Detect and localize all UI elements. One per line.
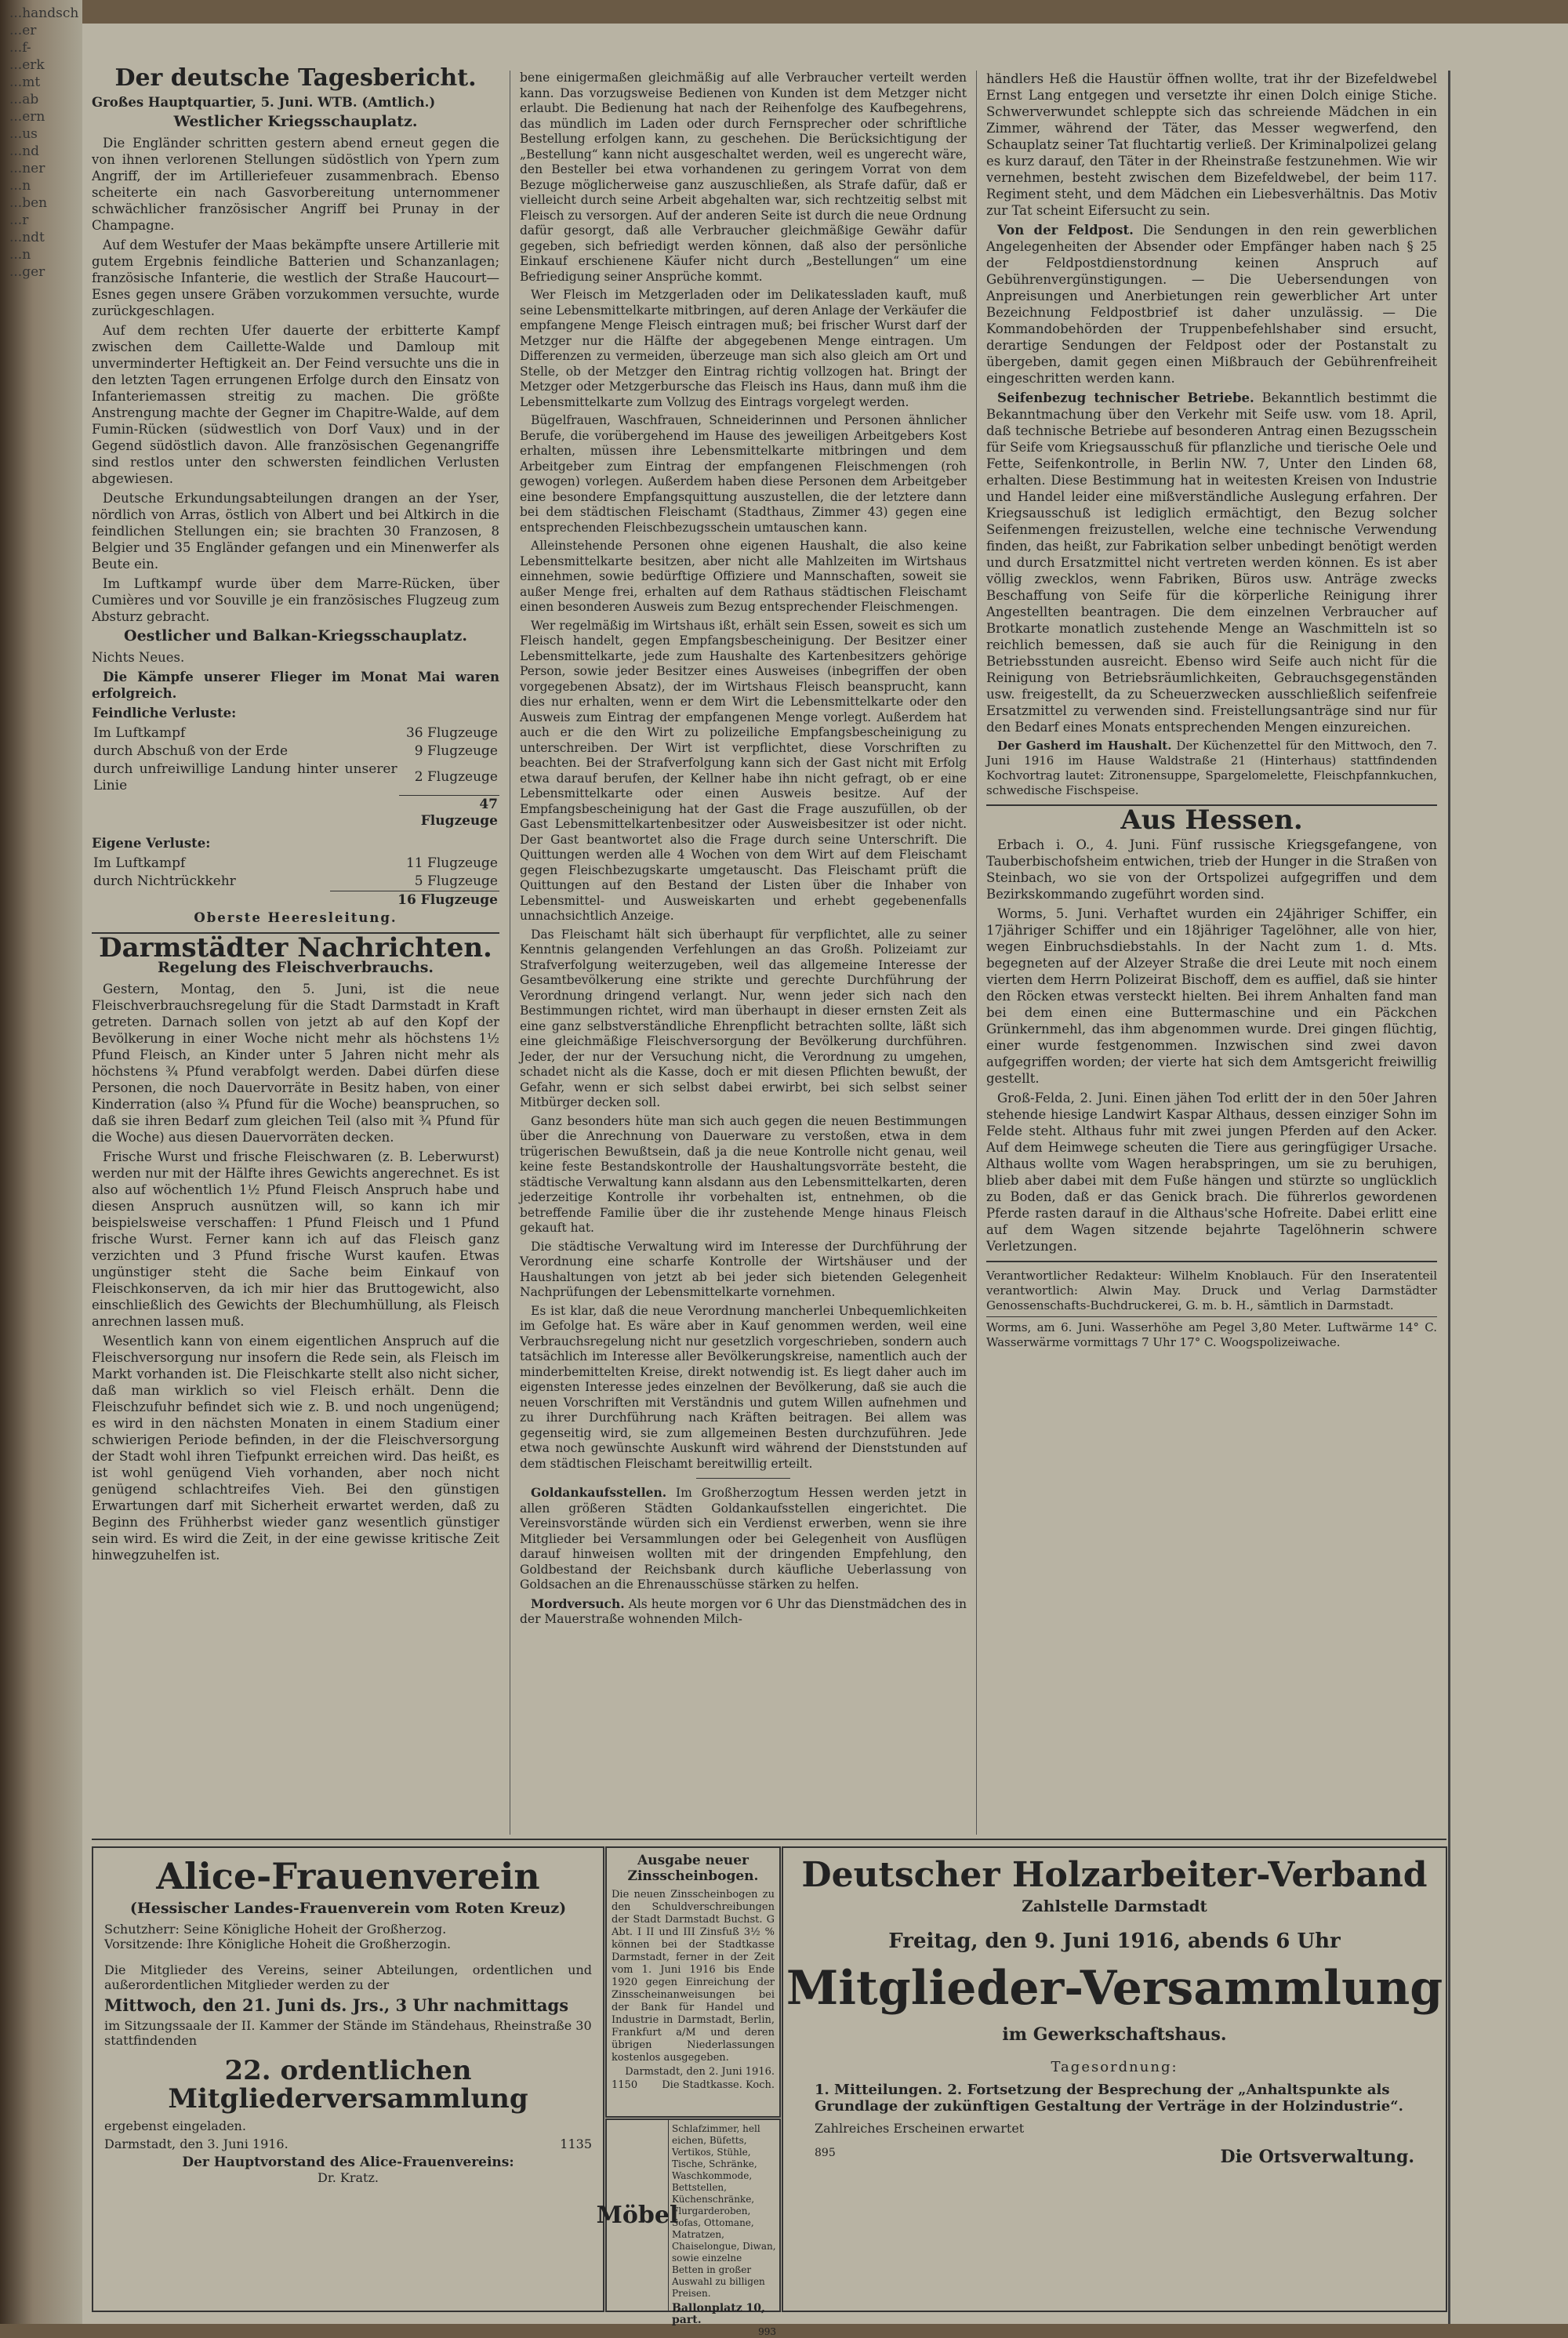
paragraph: Wesentlich kann von einem eigentlichen Anspruch auf die Fleischversorgung nur insofern die Rede sein, als Fleisch im Markt vorhanden ist. Die Fleischkarte stellt also nicht sicher, daß man wirklich so viel Fleisch erhält. Denn die Fleischzufuhr befindet sich wie z. B. und noch ungenügend; es wird in den nächsten Monaten in einem Stadium einer schwierigen Periode befinden, in der die Fleischversorgung der Stadt wohl ihren Tiefpunkt erreichen wird. Das heißt, es ist wohl genügend Vieh vorhanden, aber noch nicht genügend schlachtreifes Vieh. Bei den günstigen Erwartungen darf mit Sicherheit erwartet werden, daß zu Beginn des Frühherbst wieder ganz wesentlich günstiger sein wird. Es wird die Zeit, in der eine gewisse kritische Zeit hinwegzuhelfen ist. <box>92 1333 499 1563</box>
ad-date: Darmstadt, den 2. Juni 1916. <box>625 2066 775 2078</box>
feldpost-text: Die Sendungen in den rein gewerblichen Angelegenheiten der Absender oder Empfänger haben nach § 25 der Feldpostdienstordnung keinen Anspruch auf Gebührenvergünstigungen. — Die Uebersendungen von Anpreisungen und Anerbietungen rein gewerblicher Art unter Bezeichnung Feldpostbrief ist daher unzulässig. — Die Kommandobehörden der Truppenbefehlshaber sind ersucht, derartige Sendungen der Feldpost oder der Postanstalt zu übergeben, damit gegen einen Mißbrauch der Gebührenfreiheit eingeschritten werden kann. <box>986 223 1437 386</box>
page-edge-rule <box>1448 71 1450 2324</box>
ad-note: Zahlreiches Erscheinen erwartet <box>815 2121 1025 2137</box>
ad-sign: Die Ortsverwaltung. <box>1220 2147 1414 2168</box>
paragraph: Das Fleischamt hält sich überhaupt für verpflichtet, alle zu seiner Kenntnis gelangenden Verfehlungen an das Großh. Polizeiamt zur Strafverfolgung weiterzugeben, weil das allgemeine Interesse der Gesamtbevölkerung eine strikte und gerechte Durchführung der Verordnung dringend verlangt. Nur, wenn jeder sich nach den Bestimmungen richtet, wird man überhaupt in dieser ernsten Zeit als eine ganz selbstverständliche Ehrenpflicht betrachten sollte, läßt sich eine gleichmäßige Fleischversorgung der Bevölkerung durchführen. Jeder, der nur der Versuchung nicht, die Verordnung zu umgehen, schadet nicht als die Kasse, doch er mit diesen Pflichten bewußt, der Gefahr, wenn er sich selbst dabei erwirbt, bei sich selbst seiner Mitbürger decken soll. <box>520 927 967 1109</box>
ads-divider <box>92 1839 1446 1840</box>
headline-aus-hessen: Aus Hessen. <box>1120 804 1303 836</box>
ad-word: Möbel <box>607 2120 669 2311</box>
signature-ohl: Oberste Heeresleitung. <box>194 909 397 925</box>
ad-sign-line <box>783 2136 1446 2178</box>
mord-text: Als heute morgen vor 6 Uhr das Dienstmädchen des in der Mauerstraße wohnenden Milch- <box>520 1596 967 1626</box>
flieger-intro: Die Kämpfe unserer Flieger im Monat Mai waren erfolgreich. <box>92 670 499 701</box>
table-row: Im Luftkampf 36 Flugzeuge <box>93 725 498 741</box>
ad-patron: Schutzherr: Seine Königliche Hoheit der Großherzog. <box>104 1922 447 1937</box>
ad-holzarbeiter-verband <box>782 1846 1447 2312</box>
headline-tagesbericht: Der deutsche Tagesbericht. <box>114 64 477 92</box>
own-losses-label: Eigene Verluste: <box>92 835 211 851</box>
mord-title: Mordversuch. <box>531 1596 625 1611</box>
left-strip-text: ...handsch ...er ...f- ...erk ...mt ...ab ...ern ...us ...nd ...ner ...n ...ben ...r ...ndt ...n ...ger <box>9 5 79 280</box>
ad-sign-line <box>607 2079 779 2091</box>
ad-body: Die neuen Zinsscheinbogen zu den Schuldverschreibungen der Stadt Darmstadt Buchst. G Abt. I II und III Zinsfuß 3½ % können bei der Stadtkasse Darmstadt, ferner in der Zeit vom 1. Juni 1916 bis Ende 1920 gegen Einreichung der Zinsscheinanweisungen bei der Bank für Handel und Industrie in Darmstadt, Berlin, Frankfurt a/M und deren übrigen Niederlassungen kostenlos ausgegeben. <box>612 1889 775 2064</box>
paragraph: Es ist klar, daß die neue Verordnung mancherlei Unbequemlichkeiten im Gefolge hat. Es wäre aber in Kauf genommen werden, weil eine Verbrauchsregelung nicht nur gesetzlich vorgeschrieben, sondern auch tatsächlich im Interesse aller Bevölkerungskreise, namentlich auch der minderbemittelten Kreise, direkt notwendig ist. Es liegt daher auch im eigensten Interesse jedes einzelnen der Bevölkerung, daß sie auch die neuen Vorschriften mit Verständnis und gutem Willen aufnehmen und zu ihrer Durchführung nach Kräften beitragen. Bei allem was gegenseitig wird, sie zum allgemeinen Besten durchzuführen. Jede etwa noch gewünschte Auskunft wird während der Dienststunden auf dem städtischen Fleischamt bereitwillig erteilt. <box>520 1303 967 1471</box>
seife-title: Seifenbezug technischer Betriebe. <box>997 390 1254 405</box>
ad-address: Ballonplatz 10, part. <box>672 2302 765 2326</box>
ad-body: Die Mitglieder des Vereins, seiner Abteilungen, ordentlichen und außerordentlichen Mitglieder werden zu der <box>104 1962 592 1993</box>
feldpost-title: Von der Feldpost. <box>997 223 1134 238</box>
ad-invite: ergebenst eingeladen. <box>104 2118 246 2133</box>
section-east: Oestlicher und Balkan-Kriegsschauplatz. <box>124 627 467 644</box>
ad-moebel <box>596 2118 781 2337</box>
gold-title: Goldankaufsstellen. <box>531 1485 667 1500</box>
ad-sign: Die Stadtkasse. Koch. <box>662 2079 775 2091</box>
ad-city: Darmstadt, den 3. Juni 1916. <box>104 2136 289 2151</box>
impressum: Verantwortlicher Redakteur: Wilhelm Knoblauch. Für den Inseratenteil verantwortlich: Alwin May. Druck und Verlag Darmstädter Genossenschafts-Buchdruckerei, G. m. b. H., sämtlich in Darmstadt. <box>986 1269 1437 1312</box>
ad-place: im Sitzungssaale der II. Kammer der Stände im Ständehaus, Rheinstraße 30 stattfindenden <box>104 2018 592 2049</box>
ad-number: 1135 <box>560 2136 592 2151</box>
paragraph: Im Luftkampf wurde über dem Marre-Rücken, über Cumières und vor Souville je ein französisches Flugzeug zum Absturz gebracht. <box>92 576 499 624</box>
table-row: durch Abschuß von der Erde 9 Flugzeuge <box>93 743 498 759</box>
paragraph: Frische Wurst und frische Fleischwaren (z. B. Leberwurst) werden nur mit der Hälfte ihres Gewichts angerechnet. Es ist also auf wöchentlich 1½ Pfund Fleisch Anspruch habe und diesen Anspruch ausnützen will, so kann ich mir beispielsweise verschaffen: 1 Pfund Fleisch und 1 Pfund frische Wurst. Ferner kann ich auf das Fleisch ganz verzichten und 3 Pfund frische Wurst kaufen. Etwas ungünstiger steht die Sache beim Einkauf von Fleischkonserven, da ich mir hier das Bruttogewicht, also einschließlich des Gewichts der Blechumhüllung, als Fleisch anrechnen lassen muß. <box>92 1149 499 1329</box>
paragraph: Worms, 5. Juni. Verhaftet wurden ein 24jähriger Schiffer, ein 17jähriger Schiffer und ein 18jähriger Tagelöhner, alle von hier, wegen Einbruchsdiebstahls. In der Nacht zum 1. d. Mts. begegneten auf der Alzeyer Straße die drei Leute mit noch einem vierten dem Herrn Polizeirat Bischoff, dem es auffiel, daß sie hinter den Röcken etwas versteckt hielten. Bei ihrem Anhalten fand man bei dem einen eine Buttermaschine und ein Päckchen Grünkernmehl, das ihm abgenommen wurde. Drei gingen flüchtig, einer wurde festgenommen. Inzwischen sind zwei davon aufgegriffen worden; der vierte hat sich dem Amtsgericht freiwillig gestellt. <box>986 906 1437 1086</box>
ad-number: 895 <box>815 2147 836 2160</box>
ad-date: Mittwoch, den 21. Juni ds. Jrs., 3 Uhr nachmittags <box>104 1995 569 2016</box>
paragraph: Ganz besonders hüte man sich auch gegen die neuen Bestimmungen über die Anrechnung von Dauerware zu verstoßen, etwa in dem trügerischen Bewußtsein, daß ja die neue Kontrolle nicht genau, weil keine feste Bestandskontrolle der Haushaltungsvorräte besteht, die städtische Verwaltung kann alsdann aus den Lebensmittelkarten, deren jederzeitige Kontrolle ihr vorbehalten ist, entnehmen, ob die betreffende Familie über die ihr zustehende Menge hinaus Fleisch gekauft hat. <box>520 1113 967 1235</box>
table-row: durch unfreiwillige Landung hinter unserer Linie 2 Flugzeuge <box>93 761 498 793</box>
ad-date: Freitag, den 9. Juni 1916, abends 6 Uhr <box>888 1930 1341 1954</box>
divider <box>696 1478 790 1479</box>
paragraph: Deutsche Erkundungsabteilungen drangen an der Yser, nördlich von Arras, östlich von Albert und bei Altkirch in die feindlichen Stellungen ein; sie brachten 30 Franzosen, 8 Belgier und 35 Engländer gefangen und ein Minenwerfer als Beute ein. <box>92 491 499 572</box>
paragraph: händlers Heß die Haustür öffnen wollte, trat ihr der Bizefeldwebel Ernst Lang entgegen und versetzte ihr einen Dolch einige Stiche. Schwerverwundet schleppte sich das schreiende Mädchen in ein Zimmer, während der Täter, das Messer wegwerfend, den Schauplatz seiner Tat fluchtartig verließ. Der Kriminalpolizei gelang es kurz darauf, den Täter in der Rheinstraße festzunehmen. Wie wir vernehmen, besteht zwischen dem Bizefeldwebel, der beim 117. Regiment steht, und dem Mädchen ein Liebesverhältnis. Das Motiv zur Tat scheint Eifersucht zu sein. <box>986 71 1437 218</box>
ad-note-line <box>783 2121 1446 2136</box>
paragraph-feldpost <box>986 222 1437 387</box>
column-1 <box>92 64 499 1835</box>
koch-text: Der Küchenzettel für den Mittwoch, den 7. Juni 1916 im Hause Waldstraße 21 (Hinterhaus) stattfindenden Kochvortrag lautet: Zitronensuppe, Spargelomelette, Fleischpfannkuchen, schwedische Fischspeise. <box>986 739 1437 797</box>
paragraph: Erbach i. O., 4. Juni. Fünf russische Kriegsgefangene, von Tauberbischofsheim entwichen, trieb der Hunger in die Straßen von Steinbach, wo sie von der Ortspolizei aufgegriffen und dem Bezirkskommando zugeführt worden sind. <box>986 837 1437 902</box>
paragraph: Groß-Felda, 2. Juni. Einen jähen Tod erlitt der in den 50er Jahren stehende hiesige Landwirt Kaspar Althaus, dessen einziger Sohn im Felde steht. Althaus fuhr mit zwei jungen Pferden auf den Acker. Auf dem Heimwege scheuten die Tiere aus geringfügiger Ursache. Althaus wollte vom Wagen herabspringen, um sie zu beruhigen, blieb aber dabei mit dem Fuße hängen und stürzte so unglücklich zu Boden, daß er das Genick brach. Die führerlos gewordenen Pferde rasten darauf in die Althaus'sche Hofreite. Dabei erlitt eine auf dem Wagen sitzende bejahrte Tagelöhnerin schwere Verletzungen. <box>986 1091 1437 1254</box>
paragraph: Die Engländer schritten gestern abend erneut gegen die von ihnen verlorenen Stellungen südöstlich von Ypern zum Angriff, der im Artilleriefeuer zusammenbrach. Ebenso scheiterte ein nach Gasvorbereitung unternommener schwächlicher französischer Angriff bei Prunay in der Champagne. <box>92 136 499 233</box>
newspaper-page <box>82 24 1568 2337</box>
seife-text: Bekanntlich bestimmt die Bekanntmachung über den Verkehr mit Seife usw. vom 18. April, daß technische Betriebe auf besonderen Antrag einen Bezugsschein für Seife vom Kriegsausschuß für pflanzliche und tierische Oele und Fette, Seifenkontrolle, in Berlin NW. 7, Unter den Linden 68, erhalten. Diese Bestimmung hat in weitesten Kreisen von Industrie und Handel leider eine mißverständliche Auslegung erfahren. Der Kriegsausschuß ist lediglich ermächtigt, den Bezug solcher Seifenmengen freizustellen, welche eine technische Verwendung finden, das heißt, zur Fabrikation selber unbedingt benötigt werden und durch Ersatzmittel nicht vertreten werden können. Es ist aber völlig zwecklos, wenn Fabriken, Büros usw. Anträge zwecks Beschaffung von Seife für die körperliche Reinigung ihrer Angestellten beantragen. Die dem einzelnen Verbraucher auf Brotkarte monatlich zustehende Menge an Waschmitteln ist so reichlich bemessen, daß sie auch für die Reinigung in den Betriebsstunden ausreicht. Ebenso wird Seife auch nicht für die Reinigung von Betriebsräumlichkeiten, Gebrauchsgegenständen usw. freigestellt, da zu Scheuerzwecken ausschließlich seifenfreie Ersatzmittel zu verwenden sind. Freistellungsanträge sind nur für den Bedarf eines Monats entsprechenden Mengen einzureichen. <box>986 390 1437 735</box>
paragraph: Wer Fleisch im Metzgerladen oder im Delikatessladen kauft, muß seine Lebensmittelkarte mitbringen, auf deren Anlage der Verkäufer die empfangene Menge Fleisch eintragen muß; bei frischer Wurst darf der Metzger nur die Hälfte der abgegebenen Menge eintragen. Um Differenzen zu vermeiden, überzeuge man sich also gleich am Ort und Stelle, ob der Metzger den Eintrag richtig vollzogen hat. Bringt der Metzger oder Metzgerbursche das Fleisch ins Haus, dann muß ihm die Lebensmittelkarte zum Vollzug des Eintrags vorgelegt werden. <box>520 288 967 409</box>
paragraph: bene einigermaßen gleichmäßig auf alle Verbraucher verteilt werden kann. Das vorzugsweise Bedienen von Kunden ist dem Metzger nicht erlaubt. Die Bedienung hat nach der Reihenfolge des Kaufbegehrens, das mündlich im Laden oder durch Fernsprecher oder schriftliche Bestellung erfolgen kann, zu geschehen. Die Berücksichtigung der „Bestellung“ kann nicht ausgeschaltet werden, weil es ungerecht wäre, den Besteller bei etwa vorhandenen zu geringem Vorrat von dem Bezuge möglicherweise ganz auszuschließen, als Strafe dafür, daß er vielleicht durch seine Arbeit abgehalten war, sich rechtzeitig selbst mit Fleisch zu versorgen. Auf der anderen Seite ist durch die neue Ordnung dafür gesorgt, daß alle Verbraucher gleichmäßige Gewähr dafür gegeben, sich befriedigt werden können, daß also der persönliche Einkauf erschienene Käufer nicht durch „Bestellungen“ um eine Befriedigung seiner Ansprüche kommt. <box>520 71 967 284</box>
ad-subtitle: (Hessischer Landes-Frauenverein vom Roten Kreuz) <box>129 1900 567 1918</box>
ad-body: Schlafzimmer, hell eichen, Büfetts, Vertikos, Stühle, Tische, Schränke, Waschkommode, Bettstellen, Küchenschränke, Flurgarderoben, Sofas, Ottomane, Matratzen, Chaiselongue, Diwan, sowie einzelne Betten in großer Auswahl zu billigen Preisen. <box>672 2123 776 2299</box>
divider <box>986 1316 1437 1317</box>
ad-title: Ausgabe neuer Zinsscheinbogen. <box>627 1853 759 1884</box>
section-west: Westlicher Kriegsschauplatz. <box>173 113 418 130</box>
ad-big-line: 22. ordentlichen Mitgliederversammlung <box>168 2055 528 2115</box>
enemy-losses-table <box>92 724 499 830</box>
ad-agenda-item: 1. Mitteilungen. 2. Fortsetzung der Besprechung der „Anhaltspunkte als Grundlage der zukünftigen Gestaltung der Verträge in der Holzindustrie“. <box>815 2082 1403 2115</box>
ad-sign: Der Hauptvorstand des Alice-Frauenvereins: <box>182 2154 514 2170</box>
ad-title: Deutscher Holzarbeiter-Verband <box>801 1855 1428 1895</box>
ad-zinsscheinbogen <box>605 1846 781 2118</box>
koch-title: Der Gasherd im Haushalt. <box>997 739 1172 753</box>
paragraph-seife <box>986 390 1437 735</box>
enemy-losses-label: Feindliche Verluste: <box>92 706 237 721</box>
column-3 <box>986 71 1437 1835</box>
dateline: Großes Hauptquartier, 5. Juni. WTB. (Amtlich.) <box>92 95 436 110</box>
table-row: 16 Flugzeuge <box>397 891 498 908</box>
paragraph: Auf dem rechten Ufer dauerte der erbitterte Kampf zwischen dem Caillette-Walde und Damloup mit unverminderter Heftigkeit an. Der Feind versuchte uns die in den letzten Tagen errungenen Erfolge durch den Einsatz von Infanteriemassen streitig zu machen. Die größte Anstrengung machte der Gegner im Chapitre-Walde, auf dem Fumin-Rücken (südwestlich von Dorf Vaux) und in der Gegend südöstlich davon. Alle französischen Gegenangriffe sind restlos unter den schwersten feindlichen Verlusten abgewiesen. <box>92 323 499 486</box>
headline-darmstaedter-nachrichten: Darmstädter Nachrichten. <box>99 931 492 964</box>
subheadline-fleisch: Regelung des Fleischverbrauchs. <box>157 958 434 976</box>
binding-edge <box>0 0 82 2324</box>
ad-number: 1150 <box>612 2079 638 2091</box>
table-row: Im Luftkampf 11 Flugzeuge <box>93 855 498 871</box>
paragraph: Auf dem Westufer der Maas bekämpfte unsere Artillerie mit gutem Ergebnis feindliche Batterien und Schanzanlagen; französische Infanterie, die westlich der Straße Haucourt—Esnes gegen unsere Gräben vorzukommen versuchte, wurde zurückgeschlagen. <box>92 238 499 318</box>
table-row: 47 Flugzeuge <box>420 796 498 829</box>
ad-subtitle: Zahlstelle Darmstadt <box>1022 1897 1207 1916</box>
divider <box>986 1261 1437 1262</box>
paragraph: Wer regelmäßig im Wirtshaus ißt, erhält sein Essen, soweit es sich um Fleisch handelt, gegen Empfangsbescheinigung. Der Besitzer einer Lebensmittelkarte, jede zum Haushalte des Kartenbesitzers gehörige Person, sowie jeder Besitzer eines Ausweises (inbegriffen der oben vorgegebenen Absatz), der im Wirtshaus Fleisch beansprucht, kann dies nur erhalten, wenn er dem Wirt die Lebensmittelkarte oder den Ausweis zum Eintrag der empfangenen Menge vorlegt. Außerdem hat auch er die den Wirt zu polizeiliche Empfangsbescheinigung zu unterschreiben. Der Wirt ist verpflichtet, diese Vorschriften zu beachten. Bei der Strafverfolgung kann sich der Gast nicht mit Erfolg etwa darauf berufen, der Kellner habe ihn nicht gefragt, ob er eine Lebensmittelkarte oder einen Ausweis besitze. Auf der Empfangsbescheinigung hat der Gast die Frage auszufüllen, ob der Gast Lebensmittelkartenbesitzer oder Ausweisbesitzer ist oder nicht. Der Gast beantwortet also die Frage durch seine Unterschrift. Die Quittungen werden alle 4 Wochen von dem Wirt auf dem Fleischamt gegen Fleischbezugskarte umgetauscht. Das Fleischamt prüft die Quittungen auf den Bestand der Listen über die Inhaber von Lebensmittel- und Ausweiskarten und erhebt gegebenenfalls unnachsichtlich Anzeige. <box>520 618 967 923</box>
paragraph-mord <box>520 1596 967 1628</box>
ad-sign-name: Dr. Kratz. <box>318 2169 379 2185</box>
paragraph: Alleinstehende Personen ohne eigenen Haushalt, die also keine Lebensmittelkarte besitzen, aber nicht alle Mahlzeiten im Wirtshaus einnehmen, sowie bedürftige Offiziere und Mannschaften, soweit sie außer Menge frei, erhalten auf dem Rathaus städtischen Fleischamt einen besonderen Ausweis zum Bezug entsprechender Fleischmengen. <box>520 539 967 614</box>
paragraph: Bügelfrauen, Waschfrauen, Schneiderinnen und Personen ähnlicher Berufe, die vorübergehend im Hause des jeweiligen Arbeitgebers Kost erhalten, müssen ihre Lebensmittelkarte mitbringen und dem Arbeitgeber zum Eintrag der empfangenen Fleischmengen (roh gewogen) vorlegen. Außerdem haben diese Personen dem Arbeitgeber eine besondere Empfangsquittung auszustellen, die der letztere dann bei dem städtischen Fleischamt (Stadthaus, Zimmer 43) gegen eine entsprechenden Fleischbezugsschein umtauschen kann. <box>520 413 967 535</box>
table-row: durch Nichtrückkehr 5 Flugzeuge <box>92 873 499 891</box>
ad-alice-frauenverein <box>92 1846 604 2312</box>
ad-title: Alice-Frauenverein <box>156 1855 540 1897</box>
paragraph-gold <box>520 1485 967 1593</box>
ad-city-line <box>93 2133 603 2155</box>
column-rule <box>976 71 977 1835</box>
paragraph: Gestern, Montag, den 5. Juni, ist die neue Fleischverbrauchsregelung für die Stadt Darmstadt in Kraft getreten. Darnach sollen von jetzt ab auf den Kopf der Bevölkerung in einer Woche nicht mehr als höchstens 1½ Pfund Fleisch, an Kinder unter 5 Jahren nicht mehr als höchstens ¾ Pfund verabfolgt werden. Dabei dürfen diese Personen, die noch Dauervorräte in Besitz haben, von einer Kinderration (also ¾ Pfund für die Woche) beanspruchen, so daß sie ihren Bedarf zum gleichen Teil (also mit ¾ Pfund für die Woche) aus diesen Dauervorräten decken. <box>92 981 499 1145</box>
paragraph: Die städtische Verwaltung wird im Interesse der Durchführung der Verordnung eine scharfe Kontrolle der Wirtshäuser und der Haushaltungen von jetzt ab bei jeder sich bietenden Gelegenheit Nachprüfungen der Lebensmittelkarte vornehmen. <box>520 1239 967 1299</box>
ad-agenda-title: Tagesordnung: <box>1051 2059 1178 2076</box>
ad-chair: Vorsitzende: Ihre Königliche Hoheit die Großherzogin. <box>104 1937 452 1952</box>
paragraph: Nichts Neues. <box>92 650 185 665</box>
ad-place: im Gewerkschaftshaus. <box>1002 2024 1227 2046</box>
ad-number: 993 <box>758 2326 776 2337</box>
pegel-stand: Worms, am 6. Juni. Wasserhöhe am Pegel 3,80 Meter. Luftwärme 14° C. Wasserwärme vormittags 7 Uhr 17° C. Woogspolizeiwache. <box>986 1320 1437 1349</box>
column-2 <box>520 71 967 1835</box>
own-losses-table <box>92 855 499 909</box>
ad-big-line: Mitglieder-Versammlung <box>786 1961 1443 2017</box>
paragraph-koch <box>986 739 1437 798</box>
ad-content <box>669 2120 779 2337</box>
gold-text: Im Großherzogtum Hessen werden jetzt in allen größeren Städten Goldankaufsstellen eingerichtet. Die Vereinsvorstände würden sich ein Verdienst erwerben, wenn sie ihre Mitglieder bei Versammlungen oder bei Gelegenheit von Ausflügen darauf hinweisen wollten mit der dringenden Empfehlung, den Goldbestand der Reichsbank durch käufliche Ueberlassung von Goldsachen an die Ehrenausschüsse stärken zu helfen. <box>520 1486 967 1592</box>
